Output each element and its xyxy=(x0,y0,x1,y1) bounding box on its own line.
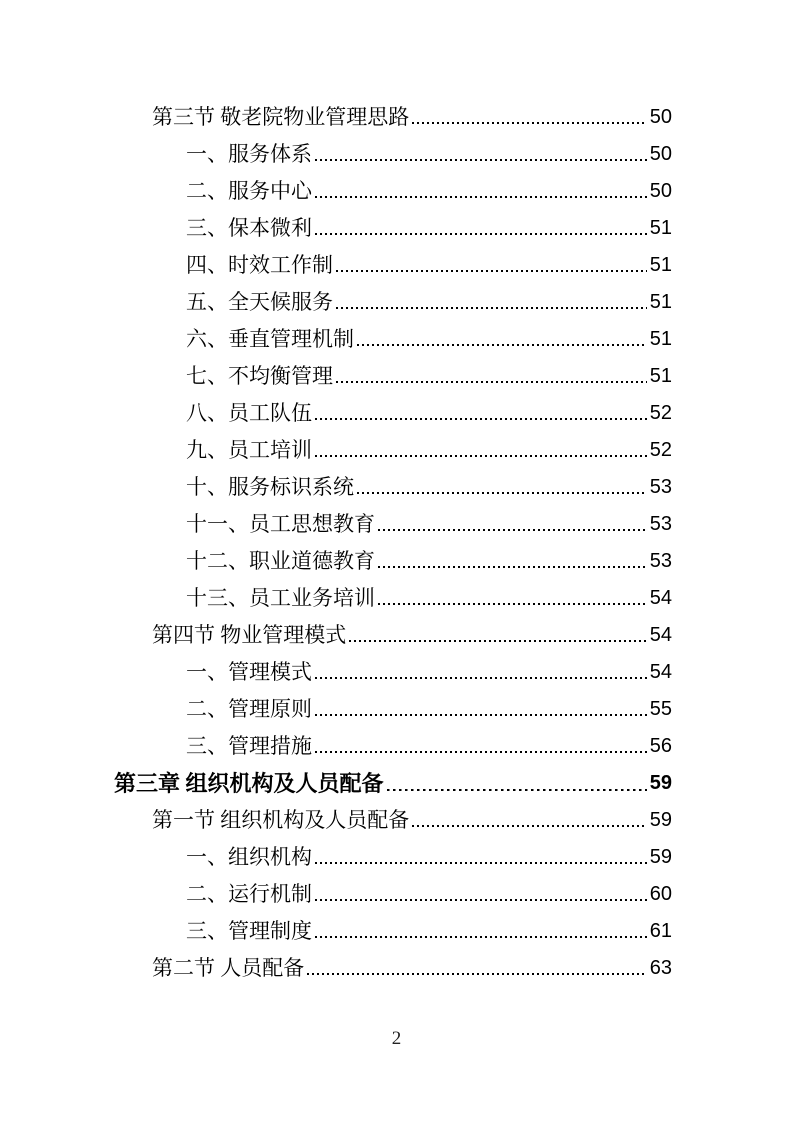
dot-leader xyxy=(315,677,647,679)
toc-entry-label: 第二节 人员配备 xyxy=(152,956,305,980)
toc-entry-page: 51 xyxy=(649,291,672,313)
toc-entry-label: 第三章 组织机构及人员配备 xyxy=(114,771,384,796)
toc-entry[interactable] xyxy=(186,173,672,210)
toc-entry-label: 五、全天候服务 xyxy=(186,290,333,314)
toc-entry-page: 51 xyxy=(649,328,672,350)
toc-entry[interactable] xyxy=(186,839,672,876)
toc-entry-page: 53 xyxy=(649,513,672,535)
dot-leader xyxy=(315,714,647,716)
toc-entry-page: 55 xyxy=(649,698,672,720)
toc-entry-label: 一、管理模式 xyxy=(186,660,312,684)
toc-entry-label: 二、管理原则 xyxy=(186,697,312,721)
toc-entry-label: 一、服务体系 xyxy=(186,142,312,166)
dot-leader xyxy=(315,233,647,235)
toc-entry[interactable] xyxy=(186,876,672,913)
toc-entry-chapter[interactable] xyxy=(114,765,672,802)
toc-entry-label: 三、管理措施 xyxy=(186,734,312,758)
toc-entry-page: 52 xyxy=(649,402,672,424)
toc-entry-page: 59 xyxy=(649,846,672,868)
toc-entry-page: 56 xyxy=(649,735,672,757)
toc-entry[interactable] xyxy=(186,728,672,765)
toc-entry[interactable] xyxy=(152,99,672,136)
toc-entry-label: 三、保本微利 xyxy=(186,216,312,240)
toc-entry[interactable] xyxy=(152,617,672,654)
toc-entry[interactable] xyxy=(186,321,672,358)
dot-leader xyxy=(307,973,647,975)
toc-entry-page: 59 xyxy=(649,772,672,794)
dot-leader xyxy=(315,936,647,938)
toc-entry-label: 二、运行机制 xyxy=(186,882,312,906)
toc-entry-label: 十二、职业道德教育 xyxy=(186,549,375,573)
toc-entry-page: 54 xyxy=(649,661,672,683)
toc-entry[interactable] xyxy=(186,210,672,247)
toc-entry-page: 50 xyxy=(649,180,672,202)
dot-leader xyxy=(357,492,647,494)
toc-entry-label: 第三节 敬老院物业管理思路 xyxy=(152,105,410,129)
toc-entry-page: 54 xyxy=(649,624,672,646)
toc-entry-label: 十一、员工思想教育 xyxy=(186,512,375,536)
toc-entry-page: 51 xyxy=(649,217,672,239)
toc-entry[interactable] xyxy=(186,284,672,321)
dot-leader xyxy=(349,640,647,642)
toc-entry-page: 59 xyxy=(649,809,672,831)
toc-entry-label: 十、服务标识系统 xyxy=(186,475,354,499)
toc-entry-label: 七、不均衡管理 xyxy=(186,364,333,388)
dot-leader xyxy=(315,751,647,753)
dot-leader xyxy=(315,418,647,420)
toc-entry-page: 50 xyxy=(649,143,672,165)
toc-entry-page: 63 xyxy=(649,957,672,979)
dot-leader xyxy=(378,603,647,605)
dot-leader xyxy=(387,789,647,792)
dot-leader xyxy=(315,899,647,901)
toc-entry-label: 六、垂直管理机制 xyxy=(186,327,354,351)
toc-entry-page: 53 xyxy=(649,476,672,498)
toc-entry[interactable] xyxy=(186,543,672,580)
toc-entry-label: 三、管理制度 xyxy=(186,919,312,943)
toc-entry[interactable] xyxy=(186,913,672,950)
dot-leader xyxy=(315,862,647,864)
toc-entry[interactable] xyxy=(152,950,672,987)
toc-entry[interactable] xyxy=(186,580,672,617)
dot-leader xyxy=(357,344,647,346)
toc-entry-label: 一、组织机构 xyxy=(186,845,312,869)
toc-entry-page: 54 xyxy=(649,587,672,609)
dot-leader xyxy=(315,159,647,161)
toc-entry-page: 51 xyxy=(649,254,672,276)
toc-entry-page: 51 xyxy=(649,365,672,387)
toc-entry-page: 53 xyxy=(649,550,672,572)
page-number: 2 xyxy=(391,1028,402,1049)
toc-entry[interactable] xyxy=(186,136,672,173)
toc-entry[interactable] xyxy=(186,395,672,432)
toc-entry-label: 第四节 物业管理模式 xyxy=(152,623,347,647)
toc-entry-label: 第一节 组织机构及人员配备 xyxy=(152,808,410,832)
toc-entry[interactable] xyxy=(186,506,672,543)
toc-entry[interactable] xyxy=(152,802,672,839)
toc-entry[interactable] xyxy=(186,654,672,691)
toc-entry-page: 52 xyxy=(649,439,672,461)
toc-entry-label: 八、员工队伍 xyxy=(186,401,312,425)
dot-leader xyxy=(412,825,647,827)
dot-leader xyxy=(336,270,647,272)
toc-entry-page: 50 xyxy=(649,106,672,128)
dot-leader xyxy=(412,122,647,124)
dot-leader xyxy=(315,196,647,198)
toc-entry[interactable] xyxy=(186,469,672,506)
dot-leader xyxy=(336,307,647,309)
toc-entry[interactable] xyxy=(186,358,672,395)
toc-entry-label: 九、员工培训 xyxy=(186,438,312,462)
toc-entry-page: 60 xyxy=(649,883,672,905)
table-of-contents xyxy=(0,99,672,987)
toc-entry-label: 二、服务中心 xyxy=(186,179,312,203)
toc-entry-page: 61 xyxy=(649,920,672,942)
toc-entry-label: 十三、员工业务培训 xyxy=(186,586,375,610)
toc-entry-label: 四、时效工作制 xyxy=(186,253,333,277)
dot-leader xyxy=(378,529,647,531)
toc-entry[interactable] xyxy=(186,247,672,284)
dot-leader xyxy=(336,381,647,383)
toc-entry[interactable] xyxy=(186,691,672,728)
dot-leader xyxy=(315,455,647,457)
dot-leader xyxy=(378,566,647,568)
toc-entry[interactable] xyxy=(186,432,672,469)
